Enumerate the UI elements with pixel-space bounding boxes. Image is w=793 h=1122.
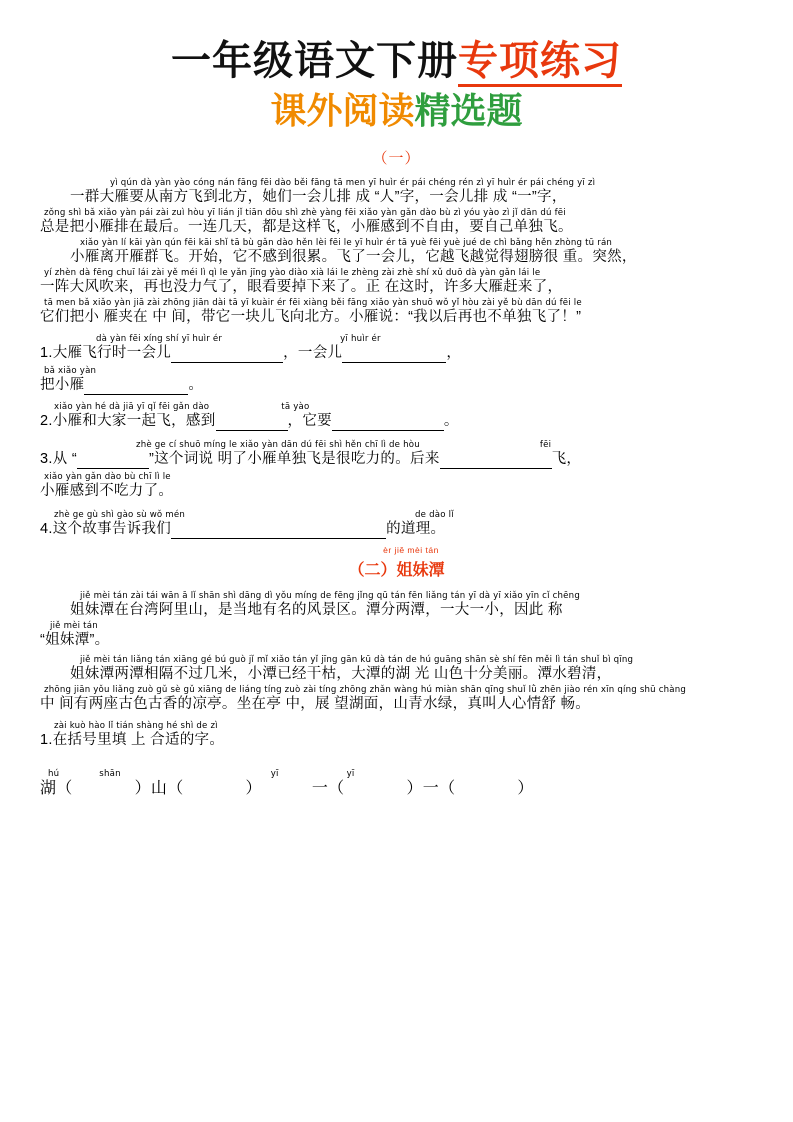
answer-blank-1a[interactable] — [171, 348, 283, 363]
answer-blank-1b[interactable] — [342, 348, 446, 363]
hanzi-row: 湖（ ）山（ ） 一（ ）一（ ） — [40, 780, 534, 797]
pinyin-row: yì qún dà yàn yào cóng nán fāng fēi dào běi fāng tā men yī huìr ér pái chéng rén zì yī huìr ér pái chéng yī zì — [110, 178, 596, 188]
section-two-label — [40, 545, 753, 580]
pinyin-row: hú shān yī yī — [48, 769, 355, 779]
pinyin-row: tā men bǎ xiǎo yàn jiā zài zhōng jiān dài tā yī kuàir ér fēi xiàng běi fāng xiǎo yàn shuō wǒ yǐ hòu zài yě bù dān dú fēi le — [44, 298, 582, 308]
pinyin-row: zhè ge cí shuō míng le xiǎo yàn dān dú fēi shì hěn chī lì de hòu fēi — [136, 440, 552, 450]
section-two-question-1 — [40, 720, 753, 754]
answer-blank-2a[interactable] — [216, 416, 288, 431]
passage-line — [40, 654, 753, 684]
question-1 — [40, 333, 753, 365]
title-orange-text: 课外阅读 — [270, 90, 415, 131]
answer-blank-3a[interactable] — [77, 454, 149, 469]
page-title-line1 — [40, 38, 753, 84]
question-3-line2 — [40, 471, 753, 503]
hanzi-row: 小雁感到不吃力了。 — [40, 483, 174, 499]
hanzi-row: 1.在括号里填 上 合适的字。 — [40, 732, 225, 748]
section-two-pinyin: èr jiě mèi tán — [383, 545, 439, 555]
hanzi-row: 它们把小 雁夹在 中 间，带它一块儿飞向北方。小雁说：“我以后再也不单独飞了！” — [40, 309, 582, 325]
hanzi-row: 姐妹潭两潭相隔不过几米，小潭已经干枯，大潭的湖 光 山色十分美丽。潭水碧清， — [70, 666, 612, 682]
question-1-line2 — [40, 365, 753, 397]
hanzi-row: 小雁离开雁群飞。开始，它不感到很累。飞了一会儿，它越飞越觉得翅膀很 重。突然， — [70, 249, 637, 265]
passage-line — [40, 237, 753, 267]
section-one-label: （一） — [372, 150, 421, 167]
passage-line — [40, 267, 753, 297]
answer-blank-4[interactable] — [171, 524, 386, 539]
passage-line — [40, 177, 753, 207]
page-title-line2 — [40, 88, 753, 133]
hanzi-row: 一群大雁要从南方飞到北方，她们一会儿排 成 “人”字，一会儿排 成 “一”字， — [70, 189, 567, 205]
pinyin-row: zǒng shì bǎ xiǎo yàn pái zài zuì hòu yī lián jǐ tiān dōu shì zhè yàng fēi xiǎo yàn gǎn dào bù zì yóu yào zì jǐ dān dú fēi — [44, 208, 566, 218]
answer-blank-1c[interactable] — [84, 380, 188, 395]
hanzi-row: 中 间有两座古色古香的凉亭。坐在亭 中，展 望湖面，山青水绿，真叫人心情舒 畅。 — [40, 696, 591, 712]
question-4 — [40, 509, 753, 543]
passage-line — [40, 297, 753, 327]
hanzi-row: 把小雁 。 — [40, 377, 204, 393]
fill-in-row — [40, 768, 753, 808]
pinyin-row: xiǎo yàn gǎn dào bù chī lì le — [44, 472, 171, 482]
pinyin-row: jiě mèi tán zài tái wān ā lǐ shān shì dāng dì yǒu míng de fēng jǐng qū tán fēn liǎng tán yī dà yī xiǎo yīn cǐ chēng — [80, 591, 580, 601]
hanzi-row: 3.从 “ ”这个词说 明了小雁单独飞是很吃力的。后来 飞， — [40, 451, 582, 467]
pinyin-row: jiě mèi tán — [50, 621, 98, 631]
hanzi-row: 姐妹潭在台湾阿里山，是当地有名的风景区。潭分两潭，一大一小，因此 称 — [70, 602, 563, 618]
answer-blank-2b[interactable] — [332, 416, 444, 431]
hanzi-row: 总是把小雁排在最后。一连几天，都是这样飞，小雁感到不自由，要自己单独飞。 — [40, 219, 573, 235]
passage-line — [40, 684, 753, 714]
title-red-text: 专项练习 — [458, 39, 622, 87]
passage-one — [40, 177, 753, 327]
pinyin-row: yí zhèn dà fēng chuī lái zài yě méi lì qì le yǎn jīng yào diào xià lái le zhèng zài zhè shí xǔ duō dà yàn gǎn lái le — [44, 268, 541, 278]
pinyin-row: xiǎo yàn lí kāi yàn qún fēi kāi shǐ tā bù gǎn dào hěn lèi fēi le yī huìr ér tā yuè fēi yuè jué de chì bǎng hěn zhòng tū rán — [80, 238, 613, 248]
pinyin-row: dà yàn fēi xíng shí yī huìr ér yī huìr ér — [96, 334, 381, 344]
pinyin-row: xiǎo yàn hé dà jiā yī qǐ fēi gǎn dào tā yào — [54, 402, 310, 412]
section-two-title: （二）姐妹潭 — [348, 562, 445, 579]
hanzi-row: 1.大雁飞行时一会儿 ，一会儿 ， — [40, 345, 462, 361]
passage-line — [40, 590, 753, 620]
passage-line — [40, 620, 753, 650]
answer-blank-3b[interactable] — [440, 454, 552, 469]
pinyin-row: zhōng jiān yǒu liǎng zuò gǔ sè gǔ xiāng de liáng tíng zuò zài tíng zhōng zhǎn wàng hú miàn shān qīng shuǐ lǜ zhēn jiào rén xīn qíng shū chàng — [44, 685, 687, 695]
title-black-text: 一年级语文下册 — [171, 39, 458, 83]
passage-line — [40, 207, 753, 237]
pinyin-row: zhè ge gù shì gào sù wǒ mén de dào lǐ — [54, 510, 454, 520]
pinyin-row: jiě mèi tán liǎng tán xiāng gé bú guò jǐ mǐ xiǎo tán yǐ jīng gān kū dà tán de hú guāng shān sè shí fēn měi lì tán shuǐ bì qīng — [80, 655, 634, 665]
hanzi-row: “姐妹潭”。 — [40, 632, 110, 648]
passage-two — [40, 590, 753, 714]
question-2 — [40, 401, 753, 435]
pinyin-row: zài kuò hào lǐ tián shàng hé shì de zì — [54, 721, 218, 731]
hanzi-row: 一阵大风吹来，再也没力气了，眼看要掉下来了。正 在这时，许多大雁赶来了， — [40, 279, 563, 295]
question-3 — [40, 439, 753, 471]
hanzi-row: 2.小雁和大家一起飞，感到 ，它要 。 — [40, 413, 459, 429]
pinyin-row: bǎ xiǎo yàn — [44, 366, 97, 376]
title-green-text: 精选题 — [414, 90, 523, 131]
hanzi-row: 4.这个故事告诉我们 的道理。 — [40, 521, 446, 537]
